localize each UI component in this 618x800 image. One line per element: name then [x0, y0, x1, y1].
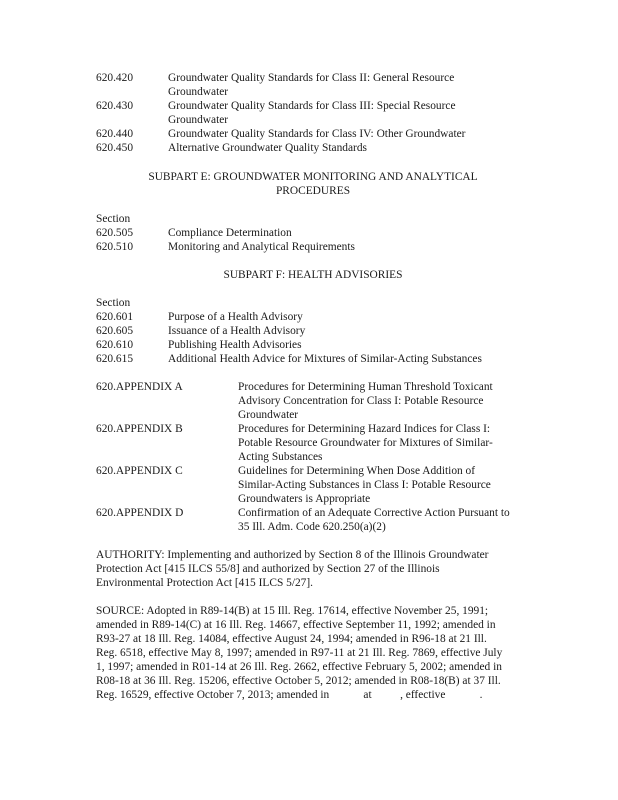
appendix-title-line: Groundwater [238, 409, 299, 421]
appendix-title-line: Similar-Acting Substances in Class I: Potable Resource [238, 479, 491, 491]
section-title: Groundwater Quality Standards for Class II: General Resource [168, 72, 455, 84]
appendix-number: 620.APPENDIX C [96, 465, 183, 477]
appendix-title-line: Potable Resource Groundwater for Mixtures of Similar- [238, 437, 493, 449]
section-number: 620.430 [96, 100, 134, 112]
section-label: Section [96, 213, 131, 225]
section-number: 620.440 [96, 128, 134, 140]
source-line: R08-18 at 36 Ill. Reg. 15206, effective October 5, 2012; amended in R08-18(B) at 37 Ill. [96, 675, 501, 687]
appendix-title-line: Procedures for Determining Human Threshold Toxicant [238, 381, 493, 393]
authority-line: Protection Act [415 ILCS 55/8] and authorized by Section 27 of the Illinois [96, 563, 440, 575]
source-line: amended in R89-14(C) at 16 Ill. Reg. 14667, effective September 11, 1992; amended in [96, 619, 496, 631]
source-line: Reg. 16529, effective October 7, 2013; amended in at , effective . [96, 689, 483, 701]
section-title: Alternative Groundwater Quality Standards [168, 142, 367, 154]
section-title: Additional Health Advice for Mixtures of Similar-Acting Substances [168, 353, 482, 365]
section-number: 620.510 [96, 241, 134, 253]
authority-line: AUTHORITY: Implementing and authorized by Section 8 of the Illinois Groundwater [96, 549, 489, 561]
appendix-title-line: Guidelines for Determining When Dose Addition of [238, 465, 476, 477]
section-title: Purpose of a Health Advisory [168, 311, 303, 323]
section-number: 620.420 [96, 72, 134, 84]
section-title-continued: Groundwater [168, 114, 229, 126]
section-title-continued: Groundwater [168, 86, 229, 98]
authority-line: Environmental Protection Act [415 ILCS 5/27]. [96, 577, 314, 589]
appendix-title-line: Advisory Concentration for Class I: Potable Resource [238, 395, 484, 407]
section-number: 620.505 [96, 227, 134, 239]
source-line: 1, 1997; amended in R01-14 at 26 Ill. Reg. 2662, effective February 5, 2002; amended in [96, 661, 502, 673]
subpart-f-heading: SUBPART F: HEALTH ADVISORIES [223, 269, 403, 281]
section-number: 620.605 [96, 325, 134, 337]
appendix-number: 620.APPENDIX A [96, 381, 183, 393]
subpart-e-heading-continued: PROCEDURES [275, 185, 351, 197]
source-line: R93-27 at 18 Ill. Reg. 14084, effective August 24, 1994; amended in R96-18 at 21 Ill. [96, 633, 487, 645]
appendix-title-line: 35 Ill. Adm. Code 620.250(a)(2) [238, 521, 386, 533]
section-number: 620.450 [96, 142, 134, 154]
appendix-title-line: Procedures for Determining Hazard Indices for Class I: [238, 423, 491, 435]
section-label: Section [96, 297, 131, 309]
subpart-e-heading: SUBPART E: GROUNDWATER MONITORING AND ANALYTICAL [148, 171, 478, 183]
section-number: 620.601 [96, 311, 134, 323]
section-title: Publishing Health Advisories [168, 339, 302, 351]
appendix-number: 620.APPENDIX D [96, 507, 184, 519]
appendix-number: 620.APPENDIX B [96, 423, 183, 435]
section-number: 620.615 [96, 353, 134, 365]
appendix-title-line: Confirmation of an Adequate Corrective Action Pursuant to [238, 507, 510, 519]
section-title: Groundwater Quality Standards for Class IV: Other Groundwater [168, 128, 466, 140]
source-line: SOURCE: Adopted in R89-14(B) at 15 Ill. Reg. 17614, effective November 25, 1991; [96, 605, 489, 617]
section-title: Monitoring and Analytical Requirements [168, 241, 355, 253]
appendix-title-line: Acting Substances [238, 451, 323, 463]
section-title: Groundwater Quality Standards for Class III: Special Resource [168, 100, 456, 112]
section-title: Compliance Determination [168, 227, 292, 239]
section-title: Issuance of a Health Advisory [168, 325, 306, 337]
section-number: 620.610 [96, 339, 134, 351]
appendix-title-line: Groundwaters is Appropriate [238, 493, 371, 505]
source-line: Reg. 6518, effective May 8, 1997; amended in R97-11 at 21 Ill. Reg. 7869, effective July [96, 647, 503, 659]
